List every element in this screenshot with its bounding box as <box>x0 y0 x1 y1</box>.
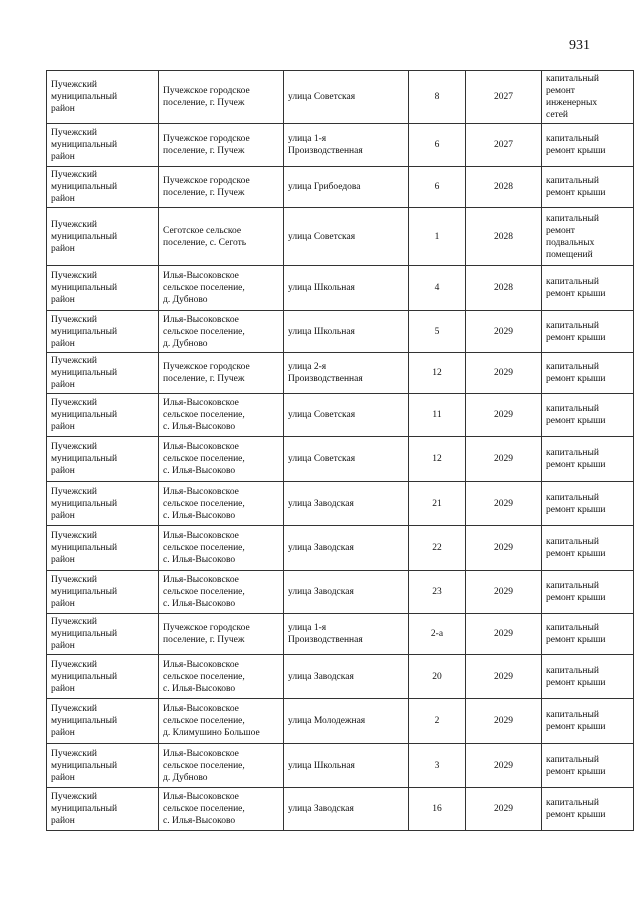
year-cell: 2029 <box>466 394 542 437</box>
district-cell: Пучежский муниципальный район <box>47 788 159 831</box>
house-number-cell: 2-а <box>409 614 466 655</box>
district-cell: Пучежский муниципальный район <box>47 394 159 437</box>
house-number-cell: 5 <box>409 311 466 353</box>
work-type-cell: капитальный ремонт крыши <box>542 437 634 482</box>
street-cell: улица Грибоедова <box>284 167 409 208</box>
house-number-cell: 21 <box>409 482 466 526</box>
work-type-cell: капитальный ремонт крыши <box>542 788 634 831</box>
district-cell: Пучежский муниципальный район <box>47 571 159 614</box>
work-type-cell: капитальный ремонт крыши <box>542 482 634 526</box>
street-cell: улица Школьная <box>284 744 409 788</box>
work-type-cell: капитальный ремонт крыши <box>542 571 634 614</box>
year-cell: 2027 <box>466 124 542 167</box>
street-cell: улица Молодежная <box>284 699 409 744</box>
settlement-cell: Пучежское городское поселение, г. Пучеж <box>159 353 284 394</box>
street-cell: улица Советская <box>284 394 409 437</box>
street-cell: улица Школьная <box>284 266 409 311</box>
district-cell: Пучежский муниципальный район <box>47 124 159 167</box>
house-number-cell: 12 <box>409 437 466 482</box>
settlement-cell: Илья-Высоковское сельское поселение, с. Илья-Высоково <box>159 437 284 482</box>
street-cell: улица Заводская <box>284 482 409 526</box>
district-cell: Пучежский муниципальный район <box>47 699 159 744</box>
street-cell: улица 1-я Производственная <box>284 614 409 655</box>
table-row <box>47 394 634 437</box>
settlement-cell: Илья-Высоковское сельское поселение, д. Дубново <box>159 266 284 311</box>
work-type-cell: капитальный ремонт крыши <box>542 353 634 394</box>
district-cell: Пучежский муниципальный район <box>47 311 159 353</box>
work-type-cell: капитальный ремонт крыши <box>542 614 634 655</box>
settlement-cell: Сеготское сельское поселение, с. Сеготь <box>159 208 284 266</box>
table-row <box>47 482 634 526</box>
table-row <box>47 526 634 571</box>
repair-schedule-table <box>46 70 634 831</box>
table-row <box>47 788 634 831</box>
district-cell: Пучежский муниципальный район <box>47 353 159 394</box>
district-cell: Пучежский муниципальный район <box>47 482 159 526</box>
street-cell: улица Заводская <box>284 571 409 614</box>
table-row <box>47 167 634 208</box>
street-cell: улица 1-я Производственная <box>284 124 409 167</box>
district-cell: Пучежский муниципальный район <box>47 655 159 699</box>
table-row <box>47 614 634 655</box>
settlement-cell: Пучежское городское поселение, г. Пучеж <box>159 124 284 167</box>
street-cell: улица Заводская <box>284 526 409 571</box>
house-number-cell: 20 <box>409 655 466 699</box>
house-number-cell: 3 <box>409 744 466 788</box>
work-type-cell: капитальный ремонт инженерных сетей <box>542 71 634 124</box>
district-cell: Пучежский муниципальный район <box>47 526 159 571</box>
year-cell: 2029 <box>466 744 542 788</box>
district-cell: Пучежский муниципальный район <box>47 71 159 124</box>
table-row <box>47 437 634 482</box>
district-cell: Пучежский муниципальный район <box>47 266 159 311</box>
year-cell: 2028 <box>466 208 542 266</box>
table-row <box>47 266 634 311</box>
settlement-cell: Илья-Высоковское сельское поселение, с. Илья-Высоково <box>159 482 284 526</box>
settlement-cell: Илья-Высоковское сельское поселение, с. Илья-Высоково <box>159 655 284 699</box>
district-cell: Пучежский муниципальный район <box>47 614 159 655</box>
work-type-cell: капитальный ремонт крыши <box>542 744 634 788</box>
street-cell: улица Советская <box>284 71 409 124</box>
settlement-cell: Илья-Высоковское сельское поселение, д. Дубново <box>159 311 284 353</box>
table-row <box>47 311 634 353</box>
work-type-cell: капитальный ремонт крыши <box>542 699 634 744</box>
street-cell: улица Советская <box>284 437 409 482</box>
year-cell: 2028 <box>466 266 542 311</box>
settlement-cell: Илья-Высоковское сельское поселение, с. Илья-Высоково <box>159 526 284 571</box>
house-number-cell: 12 <box>409 353 466 394</box>
street-cell: улица Заводская <box>284 655 409 699</box>
house-number-cell: 6 <box>409 167 466 208</box>
settlement-cell: Пучежское городское поселение, г. Пучеж <box>159 71 284 124</box>
district-cell: Пучежский муниципальный район <box>47 208 159 266</box>
year-cell: 2029 <box>466 437 542 482</box>
district-cell: Пучежский муниципальный район <box>47 167 159 208</box>
table-row <box>47 71 634 124</box>
house-number-cell: 23 <box>409 571 466 614</box>
year-cell: 2029 <box>466 311 542 353</box>
year-cell: 2029 <box>466 699 542 744</box>
street-cell: улица Заводская <box>284 788 409 831</box>
work-type-cell: капитальный ремонт крыши <box>542 124 634 167</box>
house-number-cell: 4 <box>409 266 466 311</box>
year-cell: 2029 <box>466 788 542 831</box>
district-cell: Пучежский муниципальный район <box>47 744 159 788</box>
year-cell: 2029 <box>466 655 542 699</box>
year-cell: 2029 <box>466 526 542 571</box>
work-type-cell: капитальный ремонт подвальных помещений <box>542 208 634 266</box>
work-type-cell: капитальный ремонт крыши <box>542 394 634 437</box>
street-cell: улица Школьная <box>284 311 409 353</box>
table-row <box>47 744 634 788</box>
settlement-cell: Пучежское городское поселение, г. Пучеж <box>159 614 284 655</box>
settlement-cell: Илья-Высоковское сельское поселение, с. Илья-Высоково <box>159 788 284 831</box>
house-number-cell: 2 <box>409 699 466 744</box>
settlement-cell: Илья-Высоковское сельское поселение, с. Илья-Высоково <box>159 394 284 437</box>
table-row <box>47 353 634 394</box>
house-number-cell: 11 <box>409 394 466 437</box>
house-number-cell: 6 <box>409 124 466 167</box>
settlement-cell: Илья-Высоковское сельское поселение, д. Дубново <box>159 744 284 788</box>
year-cell: 2029 <box>466 614 542 655</box>
house-number-cell: 22 <box>409 526 466 571</box>
house-number-cell: 16 <box>409 788 466 831</box>
district-cell: Пучежский муниципальный район <box>47 437 159 482</box>
year-cell: 2029 <box>466 482 542 526</box>
settlement-cell: Илья-Высоковское сельское поселение, с. Илья-Высоково <box>159 571 284 614</box>
house-number-cell: 1 <box>409 208 466 266</box>
table-row <box>47 571 634 614</box>
year-cell: 2029 <box>466 353 542 394</box>
work-type-cell: капитальный ремонт крыши <box>542 311 634 353</box>
page-number: 931 <box>569 38 590 53</box>
year-cell: 2029 <box>466 571 542 614</box>
street-cell: улица Советская <box>284 208 409 266</box>
table-row <box>47 655 634 699</box>
table-row <box>47 124 634 167</box>
work-type-cell: капитальный ремонт крыши <box>542 167 634 208</box>
year-cell: 2027 <box>466 71 542 124</box>
work-type-cell: капитальный ремонт крыши <box>542 266 634 311</box>
settlement-cell: Илья-Высоковское сельское поселение, д. Климушино Большое <box>159 699 284 744</box>
work-type-cell: капитальный ремонт крыши <box>542 655 634 699</box>
table-row <box>47 208 634 266</box>
settlement-cell: Пучежское городское поселение, г. Пучеж <box>159 167 284 208</box>
year-cell: 2028 <box>466 167 542 208</box>
table-row <box>47 699 634 744</box>
house-number-cell: 8 <box>409 71 466 124</box>
work-type-cell: капитальный ремонт крыши <box>542 526 634 571</box>
street-cell: улица 2-я Производственная <box>284 353 409 394</box>
